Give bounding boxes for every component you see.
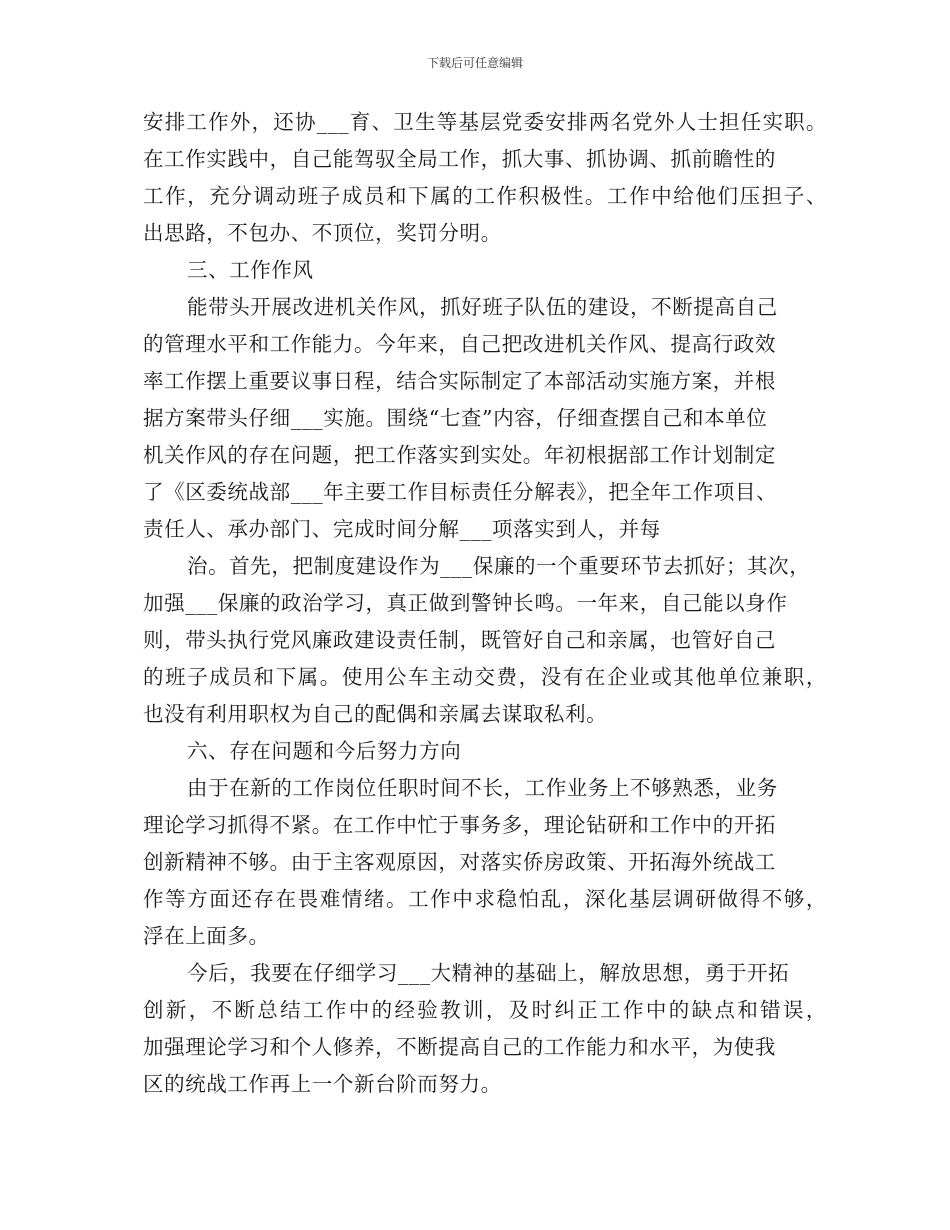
text-line: 工作，充分调动班子成员和下属的工作积极性。工作中给他们压担子、 [143,184,827,208]
text-line: 能带头开展改进机关作风，抓好班子队伍的建设，不断提高自己 [187,295,778,319]
text-line: 责任人、承办部门、完成时间分解___项落实到人，并每 [143,517,661,541]
text-line: 率工作摆上重要议事日程，结合实际制定了本部活动实施方案，并根 [143,369,776,393]
text-line: 机关作风的存在问题，把工作落实到实处。年初根据部工作计划制定 [143,443,776,467]
text-line: 则，带头执行党风廉政建设责任制，既管好自己和亲属，也管好自己 [143,628,776,652]
text-line: 加强理论学习和个人修养，不断提高自己的工作能力和水平，为使我 [143,1035,776,1059]
text-line: 安排工作外，还协___育、卫生等基层党委安排两名党外人士担任实职。 [143,110,827,134]
section-heading: 三、工作作风 [187,258,314,282]
text-line: 也没有利用职权为自己的配偶和亲属去谋取私利。 [143,702,608,726]
text-line: 创新，不断总结工作中的经验教训，及时纠正工作中的缺点和错误， [143,998,827,1022]
text-line: 创新精神不够。由于主客观原因，对落实侨房政策、开拓海外统战工 [143,850,776,874]
text-line: 浮在上面多。 [143,924,270,948]
text-line: 作等方面还存在畏难情绪。工作中求稳怕乱，深化基层调研做得不够， [143,887,827,911]
text-line: 理论学习抓得不紧。在工作中忙于事务多，理论钻研和工作中的开拓 [143,813,776,837]
text-line: 由于在新的工作岗位任职时间不长，工作业务上不够熟悉，业务 [187,776,778,800]
text-line: 区的统战工作再上一个新台阶而努力。 [143,1072,502,1096]
page-header: 下载后可任意编辑 [426,56,523,70]
text-line: 了《区委统战部___年主要工作目标责任分解表》，把全年工作项目、 [143,480,778,504]
text-line: 今后，我要在仔细学习___大精神的基础上，解放思想，勇于开拓 [187,961,790,985]
text-line: 的管理水平和工作能力。今年来，自己把改进机关作风、提高行政效 [143,332,776,356]
document-body [143,104,827,1103]
section-heading: 六、存在问题和今后努力方向 [187,739,462,763]
text-line: 的班子成员和下属。使用公车主动交费，没有在企业或其他单位兼职， [143,665,827,689]
text-line: 治。首先，把制度建设作为___保廉的一个重要环节去抓好；其次， [187,554,811,578]
text-line: 出思路，不包办、不顶位，奖罚分明。 [143,221,502,245]
text-line: 在工作实践中，自己能驾驭全局工作，抓大事、抓协调、抓前瞻性的 [143,147,776,171]
text-line: 加强___保廉的政治学习，真正做到警钟长鸣。一年来，自己能以身作 [143,591,788,615]
text-line: 据方案带头仔细___实施。围绕“七查”内容，仔细查摆自己和本单位 [143,406,768,430]
